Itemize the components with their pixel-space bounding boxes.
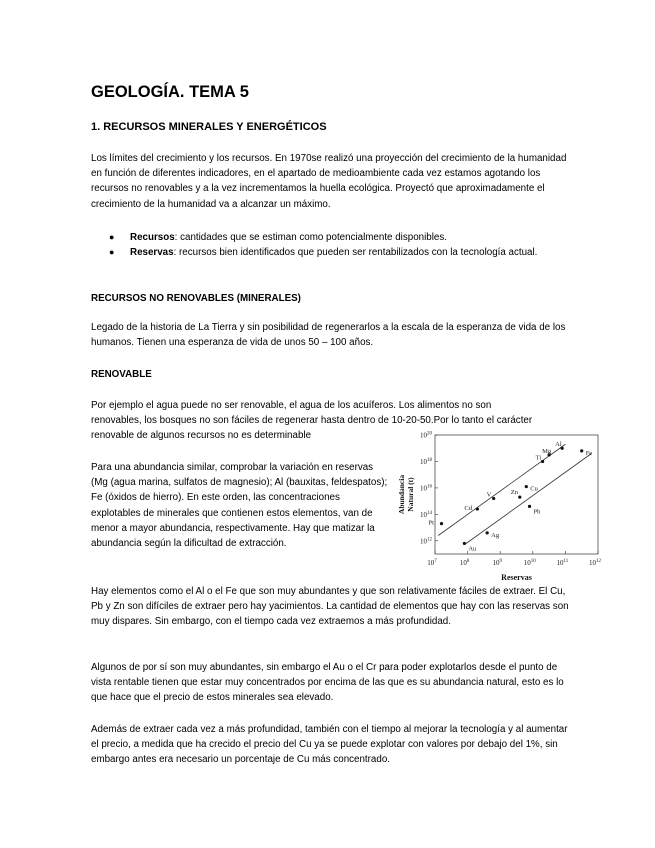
bullet-icon: ●: [109, 247, 115, 258]
point-label: Pb: [533, 508, 541, 516]
point-label: Mg: [542, 447, 552, 455]
x-tick-label: $10^{11}$: [556, 559, 569, 567]
data-point: [528, 505, 531, 508]
point-label: Zn: [510, 489, 518, 497]
x-tick-label: $10^{12}$: [589, 559, 601, 567]
data-point: [518, 496, 521, 499]
subheading-renewable: RENOVABLE: [91, 369, 152, 380]
point-label: Al: [555, 441, 562, 449]
point-label: Cu: [530, 485, 538, 493]
section-heading: 1. RECURSOS MINERALES Y ENERGÉTICOS: [91, 121, 327, 133]
page-title: GEOLOGÍA. TEMA 5: [91, 83, 249, 101]
term-label: Reservas: [130, 247, 174, 259]
point-label: Pt: [428, 519, 434, 527]
x-axis-label: Reservas: [501, 573, 532, 582]
y-tick-label: $10^{18}$: [420, 457, 432, 466]
abundance-paragraph: Para una abundancia similar, comprobar la variación en reservas (Mg (agua marina, sulfatos de magnesio); Al (bauxitas, feldespatos); Fe (óxidos de hierro). En este orden, las concentraciones explotables de minerales que contienen estos elementos, van de menor a mayor abundancia, respectivamente. Hay que matizar la abundancia según la dificultad de extracción.: [91, 462, 388, 550]
x-tick-label: $10^8$: [459, 559, 470, 567]
term-label: Recursos: [130, 232, 175, 243]
data-point: [486, 531, 489, 534]
y-axis-label: AbundanciaNatural (t): [397, 474, 415, 515]
data-point: [440, 522, 443, 525]
nonrenewable-paragraph: Legado de la historia de La Tierra y sin posibilidad de regenerarlos a la escala de la esperanza de vida de los humanos. Tienen una esperanza de vida de unos 50 – 100 años.: [91, 322, 566, 349]
point-label: Fe: [585, 449, 593, 457]
extraction-paragraph: Hay elementos como el Al o el Fe que son muy abundantes y que son relativamente fáciles de extraer. El Cu, Pb y Zn son difíciles de extraer pero hay yacimientos. La cantidad de elementos que hay con las reservas son muy dispares. Sin embargo, con el tiempo cada vez extraemos a más profundidad.: [91, 586, 569, 628]
x-tick-label: $10^{10}$: [523, 559, 536, 567]
definition-list: [91, 230, 569, 260]
data-point: [580, 449, 583, 452]
x-tick-label: $10^7$: [427, 559, 437, 567]
data-point: [463, 542, 466, 545]
renewable-paragraph: Por ejemplo el agua puede no ser renovable, el agua de los acuíferos. Los alimentos no son renovables, los bosques no son fáciles de regenerar hasta dentro de 10-20-50.Por lo tanto el carácter renovable de algunos recursos no es determinable: [91, 400, 533, 442]
x-tick-label: $10^9$: [492, 559, 502, 567]
intro-paragraph: Los límites del crecimiento y los recursos. En 1970se realizó una proyección del crecimiento de la humanidad en función de diferentes indicadores, en el apartado de medioambiente cada vez estamos agotando los recursos no renovables y a la vez incrementamos la huella ecológica. Proyectó que aproximadamente el crecimiento de la humanidad va a alcanzar un máximo.: [91, 153, 567, 210]
depth-paragraph: Además de extraer cada vez a más profundidad, también con el tiempo al mejorar la tecnología y al aumentar el precio, a medida que ha crecido el precio del Cu ya se puede explotar con valores por debajo del 1%, sin embargo antes era necesario un porcentaje de Cu más concentrado.: [91, 724, 568, 766]
data-point: [541, 460, 544, 463]
concentration-paragraph: Algunos de por sí son muy abundantes, sin embargo el Au o el Cr para poder explotarlos desde el punto de vista rentable tienen que estar muy concentrados por encima de las que es su abundancia natural, esto es lo que hace que el precio de estos minerales sea elevado.: [91, 662, 564, 704]
data-point: [525, 485, 528, 488]
trend-line: [438, 444, 565, 535]
reserves-abundance-chart: [393, 428, 605, 583]
y-tick-label: $10^{14}$: [420, 510, 432, 519]
point-label: V: [486, 491, 492, 499]
data-point: [476, 507, 479, 510]
trend-line: [464, 454, 591, 545]
point-label: Ti: [535, 454, 542, 462]
term-definition: : cantidades que se estiman como potencialmente disponibles.: [174, 232, 447, 243]
subheading-nonrenewable: RECURSOS NO RENOVABLES (MINERALES): [91, 293, 301, 304]
y-tick-label: $10^{16}$: [420, 484, 432, 493]
y-tick-label: $10^{20}$: [420, 431, 432, 440]
point-label: Au: [468, 545, 477, 553]
bullet-icon: ●: [109, 232, 115, 242]
list-item: [91, 245, 569, 260]
term-definition: : recursos bien identificados que pueden ser rentabilizados con la tecnología actual.: [173, 247, 538, 259]
data-point: [492, 497, 495, 500]
point-label: Cd: [464, 505, 472, 513]
point-label: Ag: [491, 531, 500, 539]
y-tick-label: $10^{12}$: [420, 537, 432, 546]
list-item: [91, 230, 569, 245]
